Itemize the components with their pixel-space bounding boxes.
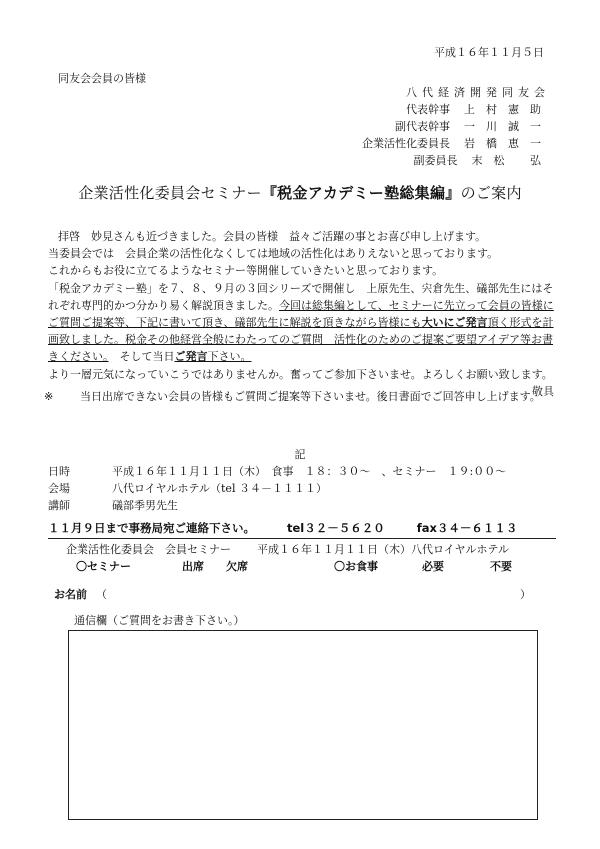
meal-label: 〇お食事 <box>334 560 378 573</box>
seminar-absent-option[interactable]: 欠席 <box>226 560 248 573</box>
meal-need-option[interactable]: 必要 <box>422 560 444 573</box>
name-field-close: ） <box>520 588 531 601</box>
comment-box[interactable] <box>68 630 538 820</box>
note-mark: ※ <box>44 390 54 403</box>
detail-row <box>48 481 568 498</box>
document-title <box>0 182 600 205</box>
body-paragraph: より一層元気になっていこうではありませんか。奮ってご参加下さいませ。よろしくお願い致します。 <box>48 367 553 381</box>
detail-value: 礒部季男先生 <box>112 498 178 512</box>
officer-name: 上村憲助 <box>464 103 552 117</box>
closing-keigu: 敬具 <box>532 384 554 398</box>
note <box>44 388 576 405</box>
officer-role: 代表幹事 <box>406 103 450 117</box>
contact-tel: tel３２－５６２０ <box>287 521 385 535</box>
detail-label: 日時 <box>48 465 70 478</box>
paragraph-text: 「税金アカデミー塾」を７、８、９月の３回シリーズで開催し 上原先生、宍倉先生、礒部先生にはそれぞれ専門的かつ分かり易く解説頂きました。 <box>48 281 554 312</box>
form-event: 企業活性化委員会 会員セミナー <box>66 543 231 556</box>
note-text: 当日出席できない会員の皆様もご質問ご提案等下さいませ。後日書面でご回答申し上げます。 <box>80 390 541 403</box>
contact-line <box>48 520 517 538</box>
body-line: 当委員会では 会員企業の活性化なくしては地域の活性化はありえないと思っております。 <box>48 247 499 261</box>
body-line: これからもお役に立てるようなセミナー等開催していきたいと思っております。 <box>48 264 444 278</box>
body-text <box>48 228 558 400</box>
underlined-text: 頂く形式を計画致しました。税金その他経営全般にわたってのご質問 活性化のためのご提案ご要望アイデア等お書きください。 <box>48 316 554 364</box>
body-line: 拝啓 妙見さんも近づきました。会員の皆様 益々ご活躍の事とお喜び申し上げます。 <box>58 230 487 243</box>
officer-role: 企業活性化委員長 <box>362 137 450 151</box>
underlined-text: 下さい。 <box>207 350 252 364</box>
contact-fax: fax３４－６１１３ <box>416 521 518 535</box>
contact-deadline: １１月９日まで事務局宛ご連絡下さい。 <box>48 521 255 535</box>
seminar-attend-option[interactable]: 出席 <box>182 560 204 573</box>
bold-underlined-text: 大いにご発言 <box>421 316 488 330</box>
organization-name: 八代経済開発同友会 <box>406 86 550 99</box>
attendance-choices <box>76 558 556 576</box>
officer-row <box>352 101 552 118</box>
detail-row <box>48 464 568 481</box>
officer-name: 一川誠一 <box>464 120 552 134</box>
organization-block <box>352 84 552 169</box>
recipient: 同友会会員の皆様 <box>58 72 146 85</box>
detail-label: 講師 <box>48 498 70 512</box>
officer-name: 末松 弘 <box>471 154 552 168</box>
officer-row <box>352 118 552 135</box>
comment-label: 通信欄（ご質問をお書き下さい。） <box>74 614 245 627</box>
meal-not-need-option[interactable]: 不要 <box>490 560 512 573</box>
paragraph-text: そして当日 <box>108 350 175 364</box>
name-label: お名前 <box>54 588 87 601</box>
body-paragraph <box>48 280 558 366</box>
name-field-open[interactable]: （ <box>96 588 107 601</box>
detail-row <box>48 498 568 515</box>
title-emphasis: 『税金アカデミー塾総集編』 <box>261 184 461 202</box>
document-date: 平成１６年１１月５日 <box>434 46 544 59</box>
officer-name: 岩橋恵一 <box>464 137 552 151</box>
bold-underlined-text: ご発言 <box>174 350 208 364</box>
officer-row <box>352 152 552 169</box>
officer-role: 副代表幹事 <box>395 120 450 134</box>
underlined-text: 今回は総集編として、セミナーに先立って会員の皆様にご質問ご提案等、下記に書いて頂き、礒部先生に解説を頂きながら皆様にも <box>48 298 554 330</box>
ki-heading: 記 <box>294 448 306 461</box>
title-suffix: のご案内 <box>460 184 522 202</box>
form-header <box>66 541 509 558</box>
officer-role: 副委員長 <box>413 154 458 168</box>
form-event-info: 平成１６年１１月１１日（木）八代ロイヤルホテル <box>257 543 510 556</box>
title-prefix: 企業活性化委員会セミナー <box>78 184 262 202</box>
cut-line <box>48 538 556 539</box>
event-details <box>48 464 568 514</box>
detail-value: 平成１６年１１月１１日（木） 食事 １８：３０～ 、セミナー １９:００～ <box>112 465 507 478</box>
seminar-label: 〇セミナー <box>76 560 131 573</box>
detail-value: 八代ロイヤルホテル（tel ３４－１１１１） <box>112 481 327 495</box>
officer-row <box>352 135 552 152</box>
detail-label: 会場 <box>48 481 70 495</box>
